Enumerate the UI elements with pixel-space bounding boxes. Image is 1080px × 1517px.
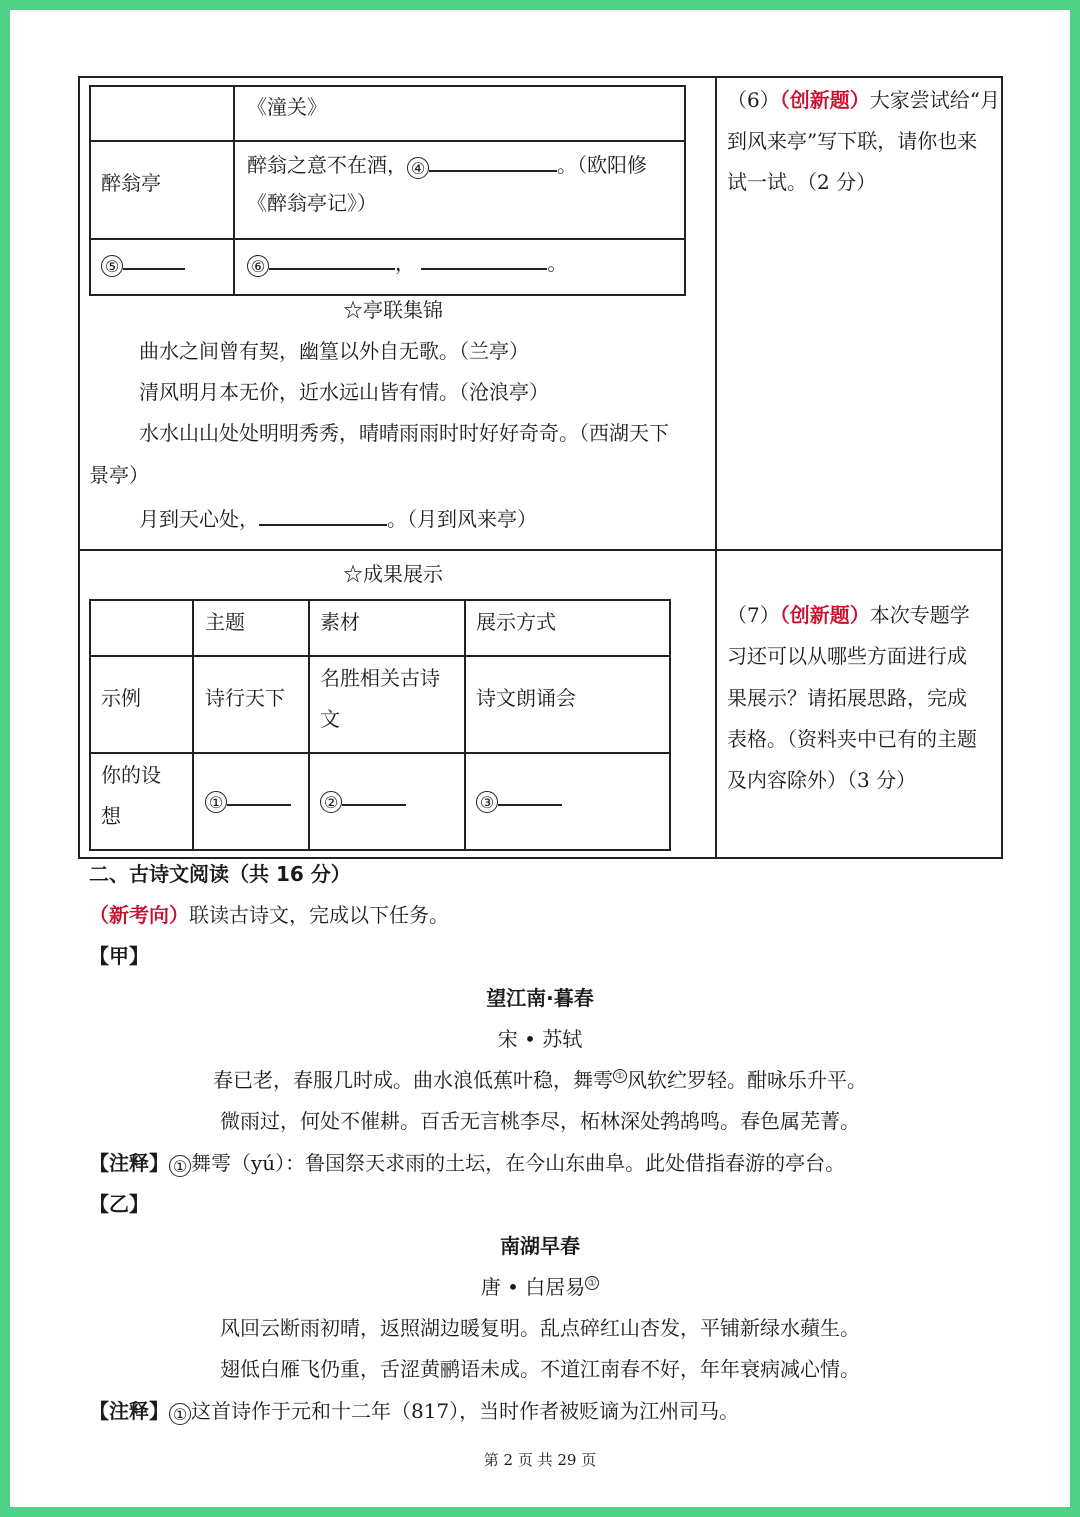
example-material-a: 名胜相关古诗 [320, 666, 440, 690]
poem-b-author: 唐 • 白居易 ① [0, 1273, 1080, 1301]
row6-content: ⑥ ， 。 [247, 246, 567, 277]
poem-b-title: 南湖早春 [500, 1234, 580, 1258]
row5-label: ⑤ [101, 246, 185, 277]
blank-theme[interactable] [227, 782, 291, 806]
couplet-xihu: 水水山山处处明明秀秀，晴晴雨雨时时好好奇奇。（西湖天下 [139, 421, 669, 445]
outer-table-mid [78, 549, 1003, 551]
poem-b-note: 【注释】 ① 这首诗作于元和十二年（817），当时作者被贬谪为江州司马。 [89, 1399, 740, 1424]
outer-table-bottom [78, 857, 1003, 859]
couplet-lanting: 曲水之间曾有契，幽篁以外自无歌。（兰亭） [139, 339, 529, 363]
example-theme: 诗行天下 [205, 686, 285, 710]
poem-a-line1: 春已老，春服几时成。曲水浪低蕉叶稳，舞雩 ① 风软纻罗轻。酣咏乐升平。 [213, 1068, 867, 1092]
tongguan-title: 《潼关》 [247, 95, 327, 119]
q6-line1: （6）（创新题）大家尝试给“月 [727, 88, 1000, 112]
header-material: 素材 [320, 610, 360, 634]
poem-b-line2: 翅低白雁飞仍重，舌涩黄鹂语未成。不道江南春不好，年年衰病减心情。 [220, 1357, 860, 1381]
header-theme: 主题 [205, 610, 245, 634]
couplets-title: ☆亭联集锦 [343, 298, 443, 322]
results-title: ☆成果展示 [343, 562, 443, 586]
couplet-xihu-cont: 景亭） [89, 463, 149, 487]
header-method: 展示方式 [476, 610, 556, 634]
poem-a-author: 宋 • 苏轼 [497, 1027, 583, 1051]
q7-line2: 习还可以从哪些方面进行成 [727, 644, 967, 668]
poem-b-line1: 风回云断雨初晴，返照湖边暖复明。乱点碎红山杏发，平铺新绿水蘋生。 [220, 1316, 860, 1340]
outer-table-divider [715, 76, 717, 859]
poem-a-line2: 微雨过，何处不催耕。百舌无言桃李尽，柘林深处鹁鸪鸣。春色属芜菁。 [220, 1109, 860, 1133]
outer-table-right [1001, 76, 1003, 859]
poem-a-label: 【甲】 [89, 944, 149, 968]
zuiweng-source: 《醉翁亭记》） [247, 191, 377, 215]
zuiweng-quote: 醉翁之意不在酒， ④ 。（欧阳修 [247, 148, 647, 179]
outer-table-top [78, 76, 1003, 78]
outer-table-left [78, 76, 80, 859]
blank-5[interactable] [123, 246, 185, 270]
blank-material[interactable] [342, 782, 406, 806]
couplet-canglang: 清风明月本无价，近水远山皆有情。（沧浪亭） [139, 380, 549, 404]
q7-line5: 及内容除外）（3 分） [727, 768, 917, 792]
couplet-yuedao: 月到天心处， 。（月到风来亭） [139, 502, 537, 533]
q6-line2: 到风来亭”写下联，请你也来 [727, 129, 978, 153]
blank-6a[interactable] [269, 246, 395, 270]
poem-a-note: 【注释】 ① 舞雩（yú）：鲁国祭天求雨的土坛，在今山东曲阜。此处借指春游的亭台。 [89, 1151, 846, 1176]
yours-label-a: 你的设 [101, 763, 161, 787]
q7-line4: 表格。（资料夹中已有的主题 [727, 727, 977, 751]
example-label: 示例 [101, 686, 141, 710]
example-material-b: 文 [320, 707, 340, 731]
poem-b-label: 【乙】 [89, 1192, 149, 1216]
yours-label-b: 想 [101, 804, 121, 828]
couplet-blank[interactable] [259, 502, 387, 526]
page-footer: 第 2 页 共 29 页 [483, 1451, 597, 1469]
q6-line3: 试一试。（2 分） [727, 170, 877, 194]
blank-6b[interactable] [421, 246, 547, 270]
yours-theme: ① [205, 782, 291, 813]
poem-a-title: 望江南·暮春 [486, 986, 594, 1010]
example-method: 诗文朗诵会 [476, 686, 576, 710]
yours-material: ② [320, 782, 406, 813]
blank-method[interactable] [498, 782, 562, 806]
section2-intro: （新考向）联读古诗文，完成以下任务。 [89, 903, 449, 927]
q7-line3: 果展示？请拓展思路，完成 [727, 686, 967, 710]
blank-4[interactable] [429, 148, 557, 172]
section2-heading: 二、古诗文阅读（共 16 分） [89, 862, 351, 886]
q7-line1: （7）（创新题）本次专题学 [727, 603, 970, 627]
zuiwengting-label: 醉翁亭 [101, 171, 161, 195]
yours-method: ③ [476, 782, 562, 813]
